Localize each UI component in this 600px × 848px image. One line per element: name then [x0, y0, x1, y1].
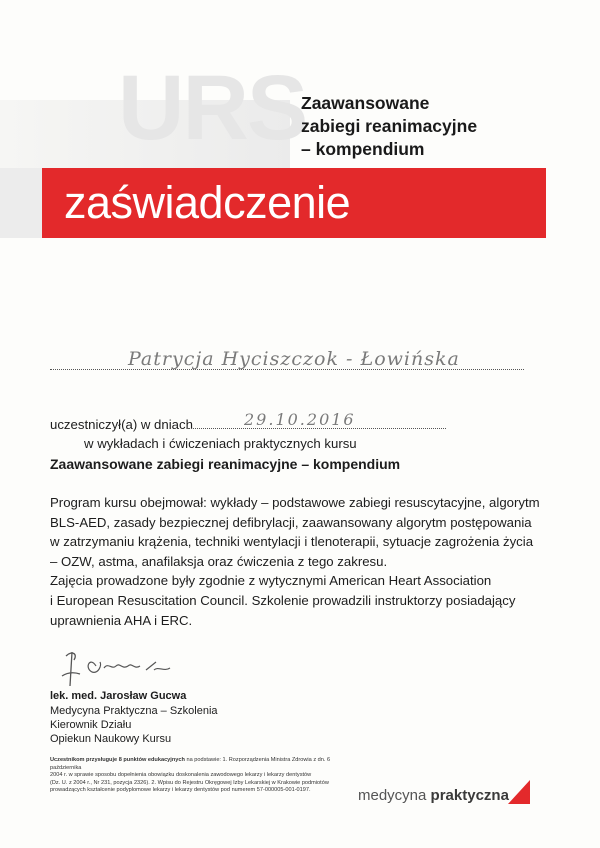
logo-text-bold: praktyczna: [430, 787, 509, 804]
signatory-name: lek. med. Jarosław Gucwa: [50, 690, 187, 702]
course-name: Zaawansowane zabiegi reanimacyjne – kompendium: [50, 456, 401, 472]
footnote-line: (Dz. U. z 2004 r., Nr 231, pozycja 2326). 2. Wpisu do Rejestru Okręgowej Izby Lekarskiej w Krakowie podmiotów: [50, 779, 329, 786]
footnote-line: na podstawie: 1. Rozporządzenia Ministra Zdrowia z dn. 6 października: [50, 757, 331, 771]
program-description: [50, 493, 560, 630]
attendance-intro: uczestniczył(a) w dniach: [50, 417, 193, 432]
program-line: uprawnienia AHA i ERC.: [50, 612, 193, 628]
program-line: Zajęcia prowadzone były zgodnie z wytycznymi American Heart Association: [50, 573, 492, 589]
name-dotted-line: [50, 369, 524, 370]
participant-name: Patrycja Hyciszczok - Łowińska: [128, 348, 460, 370]
footnote-line: 2004 r. w sprawie sposobu dopełnienia obowiązku doskonalenia zawodowego lekarzy i lekarzy dentystów: [50, 772, 312, 779]
publisher-logo-icon: [502, 776, 532, 806]
document-type-label: zaświadczenie: [64, 177, 351, 228]
footnote-line: prowadzących kształcenie podyplomowe lekarzy i lekarzy dentystów pod numerem 57-000005-001-0197.: [50, 787, 311, 794]
footnote-bold: Uczestnikom przysługuje 8 punktów edukacyjnych: [50, 757, 185, 763]
course-title: [301, 92, 477, 161]
publisher-logo-text: [358, 787, 509, 804]
signatory-organization: Medycyna Praktyczna – Szkolenia: [50, 705, 218, 717]
program-line: – OZW, astma, anafilaksja oraz ćwiczenia z tego zakresu.: [50, 553, 388, 569]
education-points-footnote: [50, 757, 350, 795]
program-line: Program kursu obejmował: wykłady – podstawowe zabiegi resuscytacyjne, algorytm: [50, 495, 540, 510]
red-band-left-shade: [0, 168, 42, 238]
signatory-role: Opiekun Naukowy Kursu: [50, 733, 172, 745]
attendance-lectures: w wykładach i ćwiczeniach praktycznych kursu: [84, 436, 357, 451]
logo-text-light: medycyna: [358, 787, 431, 804]
signatory-position: Kierownik Działu: [50, 719, 132, 731]
course-title-line-1: Zaawansowane: [301, 93, 430, 113]
course-title-line-2: zabiegi reanimacyjne: [301, 116, 478, 136]
program-line: BLS-AED, zasady bezpiecznej defibrylacji, zaawansowany algorytm postępowania: [50, 514, 532, 530]
program-line: w zatrzymaniu krążenia, techniki wentylacji i tlenoterapii, sytuacje zagrożenia życia: [50, 534, 534, 550]
program-line: i European Resuscitation Council. Szkolenie prowadzili instruktorzy posiadający: [50, 592, 516, 608]
attendance-date: 29.10.2016: [244, 410, 356, 429]
handwritten-signature: [58, 646, 198, 692]
course-title-line-3: – kompendium: [301, 139, 425, 159]
kurs-watermark: URS: [118, 57, 307, 159]
